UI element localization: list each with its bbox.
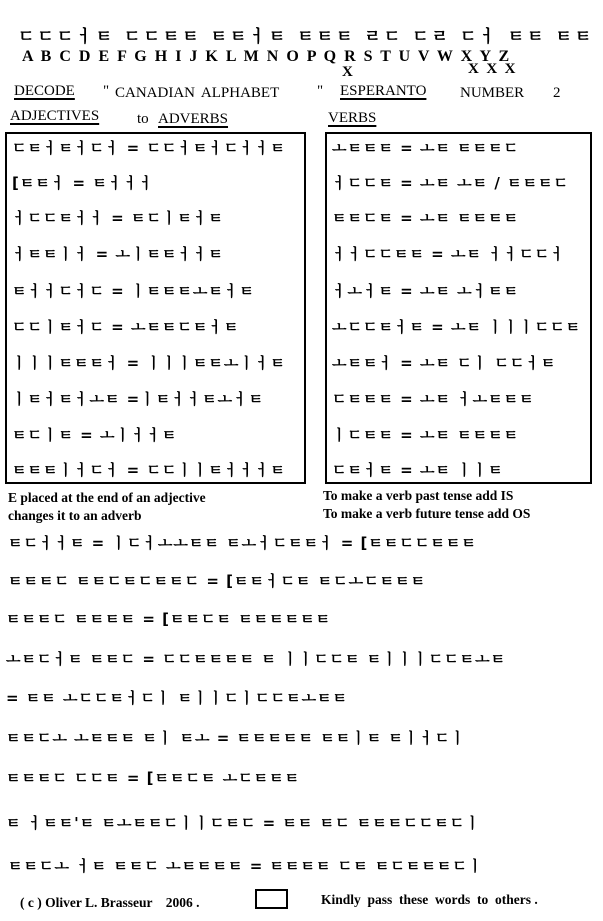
sentence-3: ㅌㅌㅌㄷ ㅌㅌㅌㅌ = [ㅌㅌㄷㅌ ㅌㅌㅌㅌㅌㅌ — [6, 610, 332, 628]
quote-close: " — [317, 83, 324, 99]
number-label: NUMBER — [460, 85, 525, 101]
adj-row-3: ㅓㄷㄷㅌㅓㅓ = ㅌㄷㅣㅌㅓㅌ — [12, 209, 224, 227]
number-value: 2 — [553, 85, 561, 101]
adverbs-heading: ADVERBS — [158, 111, 229, 127]
latin-alphabet-row: A B C D E F G H I J K L M N O P Q R S T U V W X Y Z — [22, 48, 510, 65]
verb-row-7: ㅗㅌㅌㅓ = ㅗㅌ ㄷㅣ ㄷㄷㅓㅌ — [332, 354, 557, 372]
esperanto-heading: ESPERANTO — [340, 83, 427, 99]
adj-row-7: ㅣㅣㅣㅌㅌㅌㅓ = ㅣㅣㅣㅌㅌㅗㅣㅓㅌ — [12, 354, 286, 372]
kindly-pass-text: Kindly pass these words to others . — [321, 892, 538, 907]
sentence-5: = ㅌㅌ ㅗㄷㄷㅌㅓㄷㅣ ㅌㅣㅣㄷㅣㄷㄷㅌㅗㅌㅌ — [6, 689, 349, 707]
verb-row-1: ㅗㅌㅌㅌ = ㅗㅌ ㅌㅌㅌㄷ — [332, 139, 520, 157]
verb-note-line-2: To make a verb future tense add OS — [323, 506, 531, 521]
q-sub-x: X — [342, 64, 353, 80]
verb-row-4: ㅓㅓㄷㄷㅌㅌ = ㅗㅌ ㅓㅓㄷㄷㅓ — [332, 245, 566, 263]
verb-note-line-1: To make a verb past tense add IS — [323, 488, 514, 503]
verb-row-3: ㅌㅌㄷㅌ = ㅗㅌ ㅌㅌㅌㅌ — [332, 209, 520, 227]
sentence-2: ㅌㅌㅌㄷ ㅌㅌㄷㅌㄷㅌㅌㄷ = [ㅌㅌㅓㄷㅌ ㅌㄷㅗㄷㅌㅌㅌ — [8, 572, 427, 590]
sentence-1: ㅌㄷㅓㅓㅌ = ㅣㄷㅓㅗㅗㅌㅌ ㅌㅗㅓㄷㅌㅌㅓ = [ㅌㅌㄷㄷㅌㅌㅌ — [8, 534, 477, 552]
adj-row-2: [ㅌㅌㅓ = ㅌㅓㅓㅓ — [12, 174, 155, 192]
adj-row-9: ㅌㄷㅣㅌ = ㅗㅣㅓㅓㅌ — [12, 426, 178, 444]
verb-row-2: ㅓㄷㄷㅌ = ㅗㅌ ㅗㅌ / ㅌㅌㅌㄷ — [332, 174, 570, 192]
verb-row-6: ㅗㄷㄷㅌㅓㅌ = ㅗㅌ ㅣㅣㅣㄷㄷㅌ — [332, 318, 582, 336]
sentence-8: ㅌ ㅓㅌㅌ'ㅌ ㅌㅗㅌㅌㄷㅣㅣㄷㅌㄷ = ㅌㅌ ㅌㄷ ㅌㅌㅌㄷㄷㅌㄷㅣ — [6, 814, 481, 832]
adj-row-6: ㄷㄷㅣㅌㅓㄷ = ㅗㅌㅌㄷㅌㅓㅌ — [12, 318, 240, 336]
verb-row-5: ㅓㅗㅓㅌ = ㅗㅌ ㅗㅓㅌㅌ — [332, 282, 520, 300]
copyright-text: ( c ) Oliver L. Brasseur 2006 . — [20, 895, 200, 910]
to-label: to — [137, 111, 149, 127]
sentence-7: ㅌㅌㅌㄷ ㄷㄷㅌ = [ㅌㅌㄷㅌ ㅗㄷㅌㅌㅌ — [6, 769, 301, 787]
adjective-note-line-1: E placed at the end of an adjective — [8, 490, 206, 505]
verb-row-9: ㅣㄷㅌㅌ = ㅗㅌ ㅌㅌㅌㅌ — [332, 426, 520, 444]
adj-row-8: ㅣㅌㅓㅌㅓㅗㅌ =ㅣㅌㅓㅓㅌㅗㅓㅌ — [12, 390, 265, 408]
quote-open: " — [103, 83, 110, 99]
verb-row-10: ㄷㅌㅓㅌ = ㅗㅌ ㅣㅣㅌ — [332, 461, 504, 479]
canadian-alphabet-title: CANADIAN ALPHABET — [115, 85, 280, 101]
empty-box — [255, 889, 288, 909]
adj-row-5: ㅌㅓㅓㄷㅓㄷ = ㅣㅌㅌㅌㅗㅌㅓㅌ — [12, 282, 255, 300]
sentence-4: ㅗㅌㄷㅓㅌ ㅌㅌㄷ = ㄷㄷㅌㅌㅌㅌ ㅌ ㅣㅣㄷㄷㅌ ㅌㅣㅣㅣㄷㄷㅌㅗㅌ — [6, 650, 507, 668]
sentence-6: ㅌㅌㄷㅗ ㅗㅌㅌㅌ ㅌㅣ ㅌㅗ = ㅌㅌㅌㅌㅌ ㅌㅌㅣㅌ ㅌㅣㅓㄷㅣ — [6, 729, 466, 747]
adjectives-heading: ADJECTIVES — [10, 108, 100, 124]
decode-heading: DECODE — [14, 83, 75, 99]
adjective-note-line-2: changes it to an adverb — [8, 508, 142, 523]
sentence-9: ㅌㅌㄷㅗ ㅓㅌ ㅌㅌㄷ ㅗㅌㅌㅌㅌ = ㅌㅌㅌㅌ ㄷㅌ ㅌㄷㅌㅌㅌㄷㅣ — [8, 857, 484, 875]
cipher-alphabet-row: ㄷㄷㄷㅓㅌ ㄷㄷㅌㅌ ㅌㅌㅓㅌ ㅌㅌㅌ ㄹㄷ ㄷㄹ ㄷㅓ ㅌㅌ ㅌㅌ — [18, 27, 595, 47]
adj-row-10: ㅌㅌㅌㅣㅓㄷㅓ = ㄷㄷㅣㅣㅌㅓㅓㅓㅌ — [12, 461, 286, 479]
adj-row-4: ㅓㅌㅌㅣㅓ = ㅗㅣㅌㅌㅓㅓㅌ — [12, 245, 224, 263]
verbs-heading: VERBS — [328, 110, 377, 126]
adj-row-1: ㄷㅌㅓㅌㅓㄷㅓ = ㄷㄷㅓㅌㅓㄷㅓㅓㅌ — [12, 139, 286, 157]
verb-row-8: ㄷㅌㅌㅌ = ㅗㅌ ㅓㅗㅌㅌㅌ — [332, 390, 535, 408]
wxy-sub-x: X X X — [468, 61, 516, 77]
